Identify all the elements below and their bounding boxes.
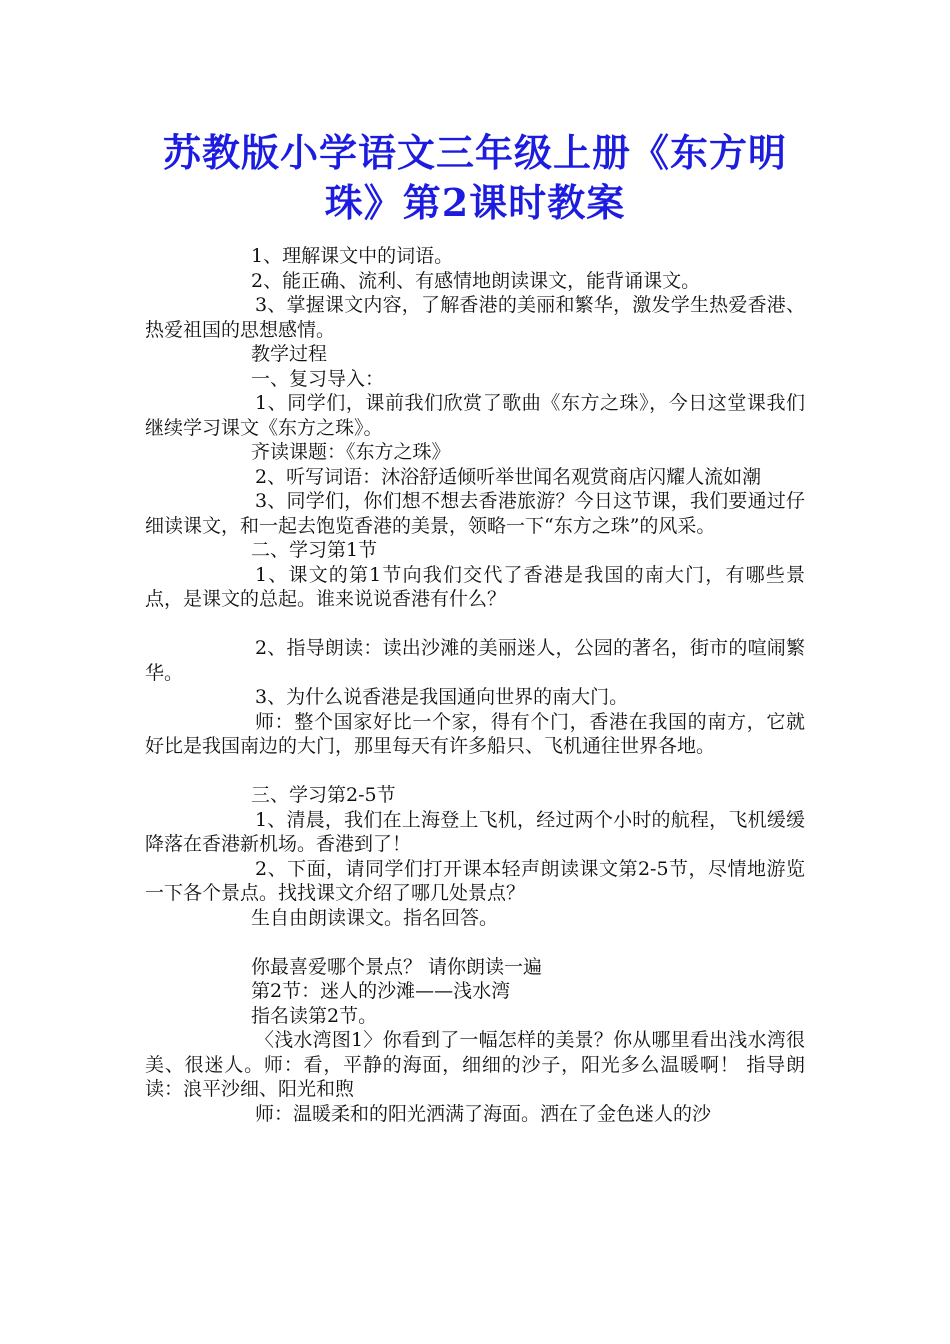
- document-body: [145, 244, 805, 1126]
- paragraph: 指名读第2节。: [251, 1004, 378, 1027]
- paragraph: 1、清晨，我们在上海登上飞机，经过两个小时的航程，飞机缓缓降落在香港新机场。香港到了！: [145, 808, 805, 855]
- paragraph: 1、理解课文中的词语。: [251, 245, 454, 267]
- blank-line: [145, 930, 805, 955]
- paragraph: 你最喜爱哪个景点？ 请你朗读一遍: [251, 955, 543, 978]
- blank-line: [145, 759, 805, 784]
- paragraph: 生自由朗读课文。指名回答。: [251, 906, 499, 929]
- paragraph: 1、同学们，课前我们欣赏了歌曲《东方之珠》，今日这堂课我们继续学习课文《东方之珠》。: [145, 392, 805, 439]
- paragraph: 师：温暖柔和的阳光洒满了海面。洒在了金色迷人的沙: [255, 1102, 712, 1125]
- document-title: 苏教版小学语文三年级上册《东方明珠》第2课时教案: [162, 130, 787, 225]
- paragraph: 3、掌握课文内容，了解香港的美丽和繁华，激发学生热爱香港、热爱祖国的思想感情。: [145, 294, 805, 341]
- paragraph: 师：整个国家好比一个家，得有个门，香港在我国的南方，它就好比是我国南边的大门，那里每天有许多船只、飞机通往世界各地。: [145, 710, 805, 757]
- paragraph: 1、课文的第1节向我们交代了香港是我国的南大门，有哪些景点，是课文的总起。谁来说说香港有什么？: [145, 563, 805, 610]
- blank-line: [145, 612, 805, 637]
- paragraph: 第2节：迷人的沙滩——浅水湾: [251, 980, 511, 1002]
- paragraph: 一、复习导入：: [251, 367, 385, 390]
- paragraph: 2、能正确、流利、有感情地朗读课文，能背诵课文。: [251, 269, 701, 292]
- paragraph: 二、学习第1节: [251, 539, 378, 561]
- paragraph: 3、为什么说香港是我国通向世界的南大门。: [255, 686, 629, 708]
- paragraph: 教学过程: [251, 343, 328, 365]
- paragraph: 齐读课题：《东方之珠》: [251, 441, 451, 463]
- paragraph: 三、学习第2-5节: [251, 784, 396, 806]
- paragraph: 2、听写词语：沐浴舒适倾听举世闻名观赏商店闪耀人流如潮: [255, 465, 762, 488]
- paragraph: 2、下面，请同学们打开课本轻声朗读课文第2-5节，尽情地游览一下各个景点。找找课文介绍了哪几处景点？: [145, 857, 805, 904]
- paragraph: 3、同学们，你们想不想去香港旅游？今日这节课，我们要通过仔细读课文，和一起去饱览香港的美景，领略一下“东方之珠”的风采。: [145, 490, 805, 537]
- paragraph: 〈浅水湾图1〉你看到了一幅怎样的美景？你从哪里看出浅水湾很美、很迷人。师：看，平静的海面，细细的沙子，阳光多么温暖啊！ 指导朗读：浪平沙细、阳光和煦: [145, 1029, 805, 1100]
- paragraph: 2、指导朗读：读出沙滩的美丽迷人，公园的著名，街市的喧闹繁华。: [145, 637, 805, 684]
